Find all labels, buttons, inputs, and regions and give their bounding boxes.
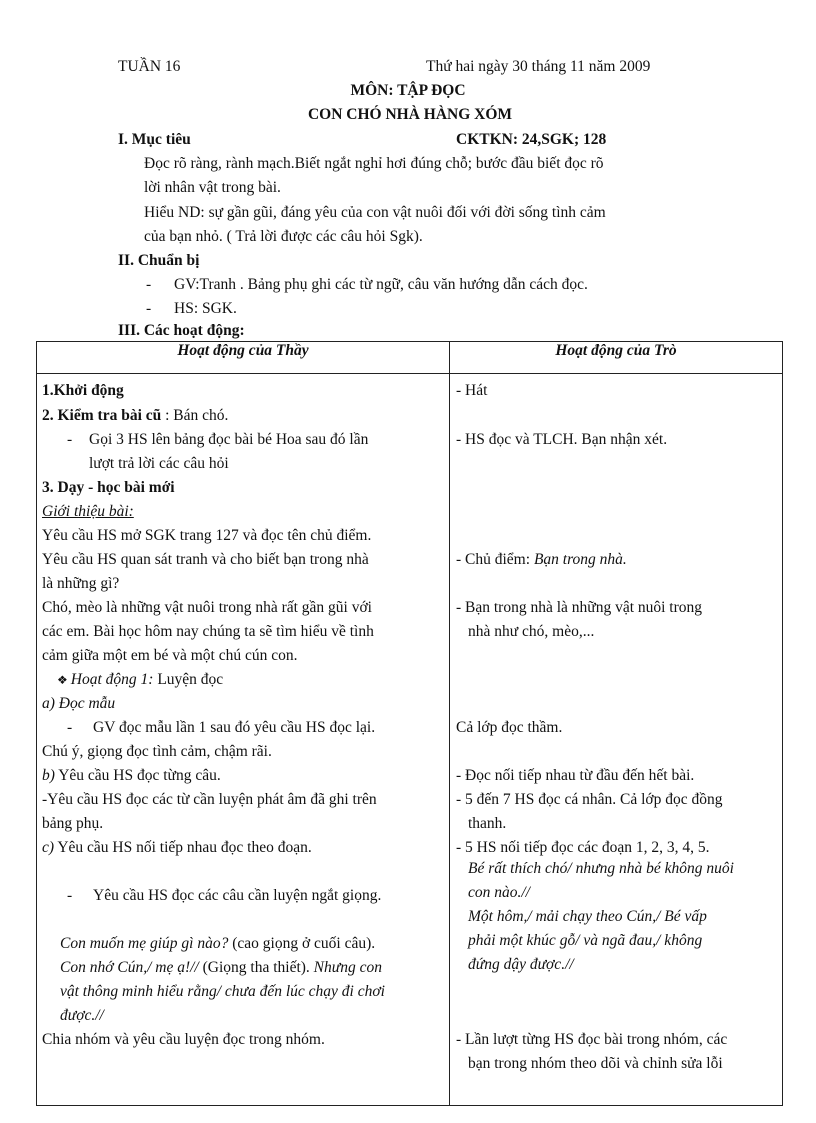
phrase-line: phải một khúc gỗ/ và ngã đau,/ không (468, 932, 703, 949)
step-b2-line: bảng phụ. (42, 815, 104, 832)
step-a-label: a) Đọc mẫu (42, 695, 116, 712)
intro-line: Yêu cầu HS quan sát tranh và cho biết bạn trong nhà (42, 551, 369, 568)
objectives-heading: I. Mục tiêu (118, 131, 191, 148)
intro-line: Yêu cầu HS mở SGK trang 127 và đọc tên chủ điểm. (42, 527, 372, 544)
student-response: Cả lớp đọc thầm. (456, 719, 563, 736)
review-item: - Gọi 3 HS lên bảng đọc bài bé Hoa sau đó lần (67, 431, 369, 448)
objective-line: của bạn nhỏ. ( Trả lời được các câu hỏi Sgk). (144, 228, 423, 245)
step-a-note: Chú ý, giọng đọc tình cảm, chậm rãi. (42, 743, 272, 760)
student-response: - Bạn trong nhà là những vật nuôi trong (456, 599, 703, 616)
intro-line: các em. Bài học hôm nay chúng ta sẽ tìm hiểu về tình (42, 623, 374, 640)
phrase-line: con nào.// (468, 884, 530, 901)
step-c-item: - Yêu cầu HS đọc các câu cần luyện ngắt giọng. (67, 887, 382, 904)
student-response: thanh. (468, 815, 507, 832)
activities-table (36, 341, 783, 1106)
prep-heading: II. Chuẩn bị (118, 252, 200, 269)
student-response: - HS đọc và TLCH. Bạn nhận xét. (456, 431, 668, 448)
prep-item: - GV:Tranh . Bảng phụ ghi các từ ngữ, câu văn hướng dẫn cách đọc. (146, 276, 588, 293)
phrase-line: Bé rất thích chó/ nhưng nhà bé không nuôi (468, 860, 734, 877)
student-response: nhà như chó, mèo,... (468, 623, 595, 640)
week-label: TUẦN 16 (118, 58, 181, 75)
phrase-line: được.// (60, 1007, 104, 1024)
intro-line: cảm giữa một em bé và một chú cún con. (42, 647, 298, 664)
student-column (450, 374, 783, 1106)
activity-1-heading: ❖ Hoạt động 1: Luyện đọc (57, 671, 224, 688)
objective-line: lời nhân vật trong bài. (144, 179, 281, 196)
phrase-line: đứng dậy được.// (468, 956, 574, 973)
student-response: - Lần lượt từng HS đọc bài trong nhóm, các (456, 1031, 728, 1048)
intro-label: Giới thiệu bài: (42, 503, 134, 520)
student-column-header: Hoạt động của Trò (450, 342, 783, 374)
prep-item: - HS: SGK. (146, 300, 237, 317)
phrase-line: Con muốn mẹ giúp gì nào? (cao giọng ở cuối câu). (60, 935, 376, 952)
lesson-date: Thứ hai ngày 30 tháng 11 năm 2009 (426, 58, 651, 75)
objective-line: Đọc rõ ràng, rành mạch.Biết ngắt nghỉ hơi đúng chỗ; bước đầu biết đọc rõ (144, 155, 604, 172)
teacher-column (37, 374, 450, 1106)
step-b: b) Yêu cầu HS đọc từng câu. (42, 767, 221, 784)
student-response: - Chủ điểm: Bạn trong nhà. (456, 551, 627, 568)
phrase-line: vật thông minh hiểu rằng/ chưa đến lúc chạy đi chơi (60, 983, 385, 1000)
step-a-item: - GV đọc mẫu lần 1 sau đó yêu cầu HS đọc lại. (67, 719, 376, 736)
student-response: - 5 HS nối tiếp đọc các đoạn 1, 2, 3, 4, 5. (456, 839, 710, 856)
intro-line: Chó, mèo là những vật nuôi trong nhà rất gần gũi với (42, 599, 372, 616)
student-response: - Đọc nối tiếp nhau từ đầu đến hết bài. (456, 767, 695, 784)
diamond-bullet-icon: ❖ (57, 673, 68, 687)
section-review: 2. Kiểm tra bài cũ : Bán chó. (42, 407, 229, 424)
phrase-line: Một hôm,/ mải chạy theo Cún,/ Bé vấp (468, 908, 707, 925)
subject-title: MÔN: TẬP ĐỌC (350, 82, 466, 99)
student-response: - Hát (456, 382, 488, 399)
activities-heading: III. Các hoạt động: (118, 322, 245, 339)
step-b2-line: -Yêu cầu HS đọc các từ cần luyện phát âm đã ghi trên (42, 791, 377, 808)
teacher-column-header: Hoạt động của Thầy (37, 342, 450, 374)
review-item-cont: lượt trả lời các câu hỏi (89, 455, 229, 472)
step-c: c) Yêu cầu HS nối tiếp nhau đọc theo đoạn. (42, 839, 312, 856)
objective-line: Hiểu ND: sự gần gũi, đáng yêu của con vật nuôi đối với đời sống tình cảm (144, 204, 606, 221)
group-reading: Chia nhóm và yêu cầu luyện đọc trong nhóm. (42, 1031, 325, 1048)
intro-line: là những gì? (42, 575, 120, 592)
objectives-reference: CKTKN: 24,SGK; 128 (456, 131, 607, 148)
section-warmup: 1.Khởi động (42, 382, 124, 399)
student-response: - 5 đến 7 HS đọc cá nhân. Cả lớp đọc đồng (456, 791, 723, 808)
phrase-line: Con nhớ Cún,/ mẹ ạ!// (Giọng tha thiết). Nhưng con (60, 959, 382, 976)
section-new-lesson: 3. Dạy - học bài mới (42, 479, 175, 496)
lesson-title: CON CHÓ NHÀ HÀNG XÓM (307, 106, 513, 123)
student-response: bạn trong nhóm theo dõi và chỉnh sửa lỗi (468, 1055, 723, 1072)
